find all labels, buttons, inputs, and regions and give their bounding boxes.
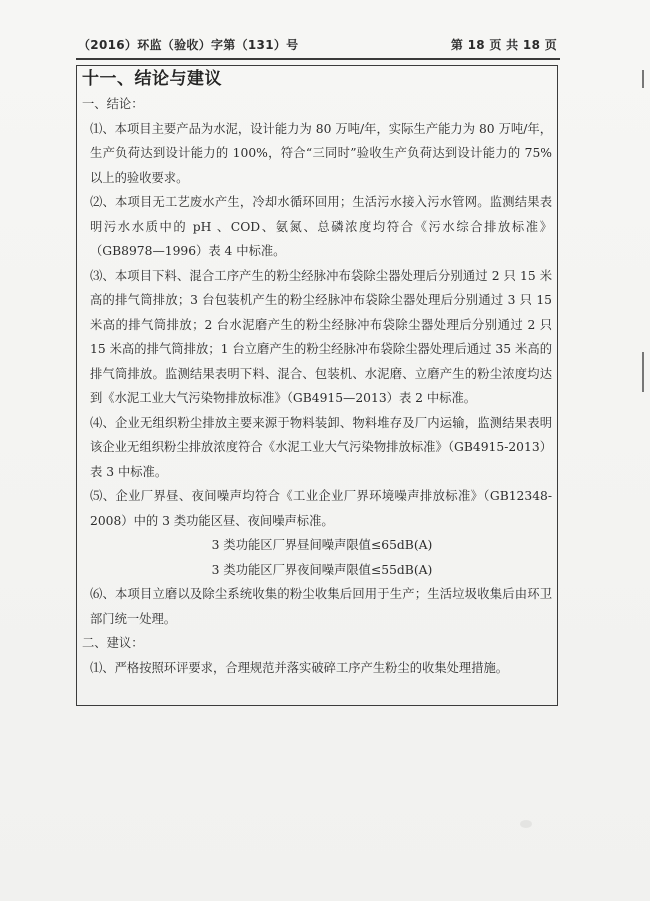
scan-edge-mark <box>642 352 644 392</box>
conclusion-heading: 一、结论： <box>82 97 144 111</box>
suggestion-item-1: ⑴、严格按照环评要求，合理规范并落实破碎工序产生粉尘的收集处理措施。 <box>90 660 509 675</box>
scan-smudge <box>520 820 532 828</box>
noise-limit-day: 3 类功能区厂界昼间噪声限值≤65dB(A) <box>211 538 433 552</box>
page-number: 第 18 页 共 18 页 <box>450 38 557 52</box>
conclusion-item-3: ⑶、本项目下料、混合工序产生的粉尘经脉冲布袋除尘器处理后分别通过 2 只 15 米高的排气筒排放；3 台包装机产生的粉尘经脉冲布袋除尘器处理后分别通过 3 只 15 米高的排气筒排放；2 台水泥磨产生的粉尘经脉冲布袋除尘器处理后分别通过 2 只 15 米高的排气筒排放；1 台立磨产生的粉尘经脉冲布袋除尘器处理后通过 35 米高的排气筒排放。监测结果表明下料、混合、包装机、水泥磨、立磨产生的粉尘浓度均达到《水泥工业大气污染物排放标准》（GB4915—2013）表 2 中标准。 <box>90 268 552 405</box>
scan-edge-mark <box>642 70 644 88</box>
page-header <box>78 36 557 58</box>
conclusion-item-4: ⑷、企业无组织粉尘排放主要来源于物料装卸、物料堆存及厂内运输，监测结果表明该企业无组织粉尘排放浓度符合《水泥工业大气污染物排放标准》（GB4915-2013）表 3 中标准。 <box>90 415 552 479</box>
suggestion-heading: 二、建议： <box>82 636 144 650</box>
content-body <box>82 66 552 680</box>
conclusion-item-1: ⑴、本项目主要产品为水泥，设计能力为 80 万吨/年，实际生产能力为 80 万吨/年，生产负荷达到设计能力的 100%，符合“三同时”验收生产负荷达到设计能力的 75%以上的验收要求。 <box>90 121 552 185</box>
header-rule <box>76 58 560 60</box>
document-number: （2016）环监（验收）字第（131）号 <box>78 38 299 52</box>
conclusion-item-5: ⑸、企业厂界昼、夜间噪声均符合《工业企业厂界环境噪声排放标准》（GB12348-2008）中的 3 类功能区昼、夜间噪声标准。 <box>90 489 552 528</box>
section-title: 十一、结论与建议 <box>82 69 222 89</box>
conclusion-item-6: ⑹、本项目立磨以及除尘系统收集的粉尘收集后回用于生产；生活垃圾收集后由环卫部门统一处理。 <box>90 587 552 626</box>
noise-limit-night: 3 类功能区厂界夜间噪声限值≤55dB(A) <box>211 562 433 577</box>
conclusion-item-2: ⑵、本项目无工艺废水产生，冷却水循环回用；生活污水接入污水管网。监测结果表明污水水质中的 pH 、COD、氨氮、总磷浓度均符合《污水综合排放标准》（GB8978—1996）表 4 中标准。 <box>90 195 552 258</box>
